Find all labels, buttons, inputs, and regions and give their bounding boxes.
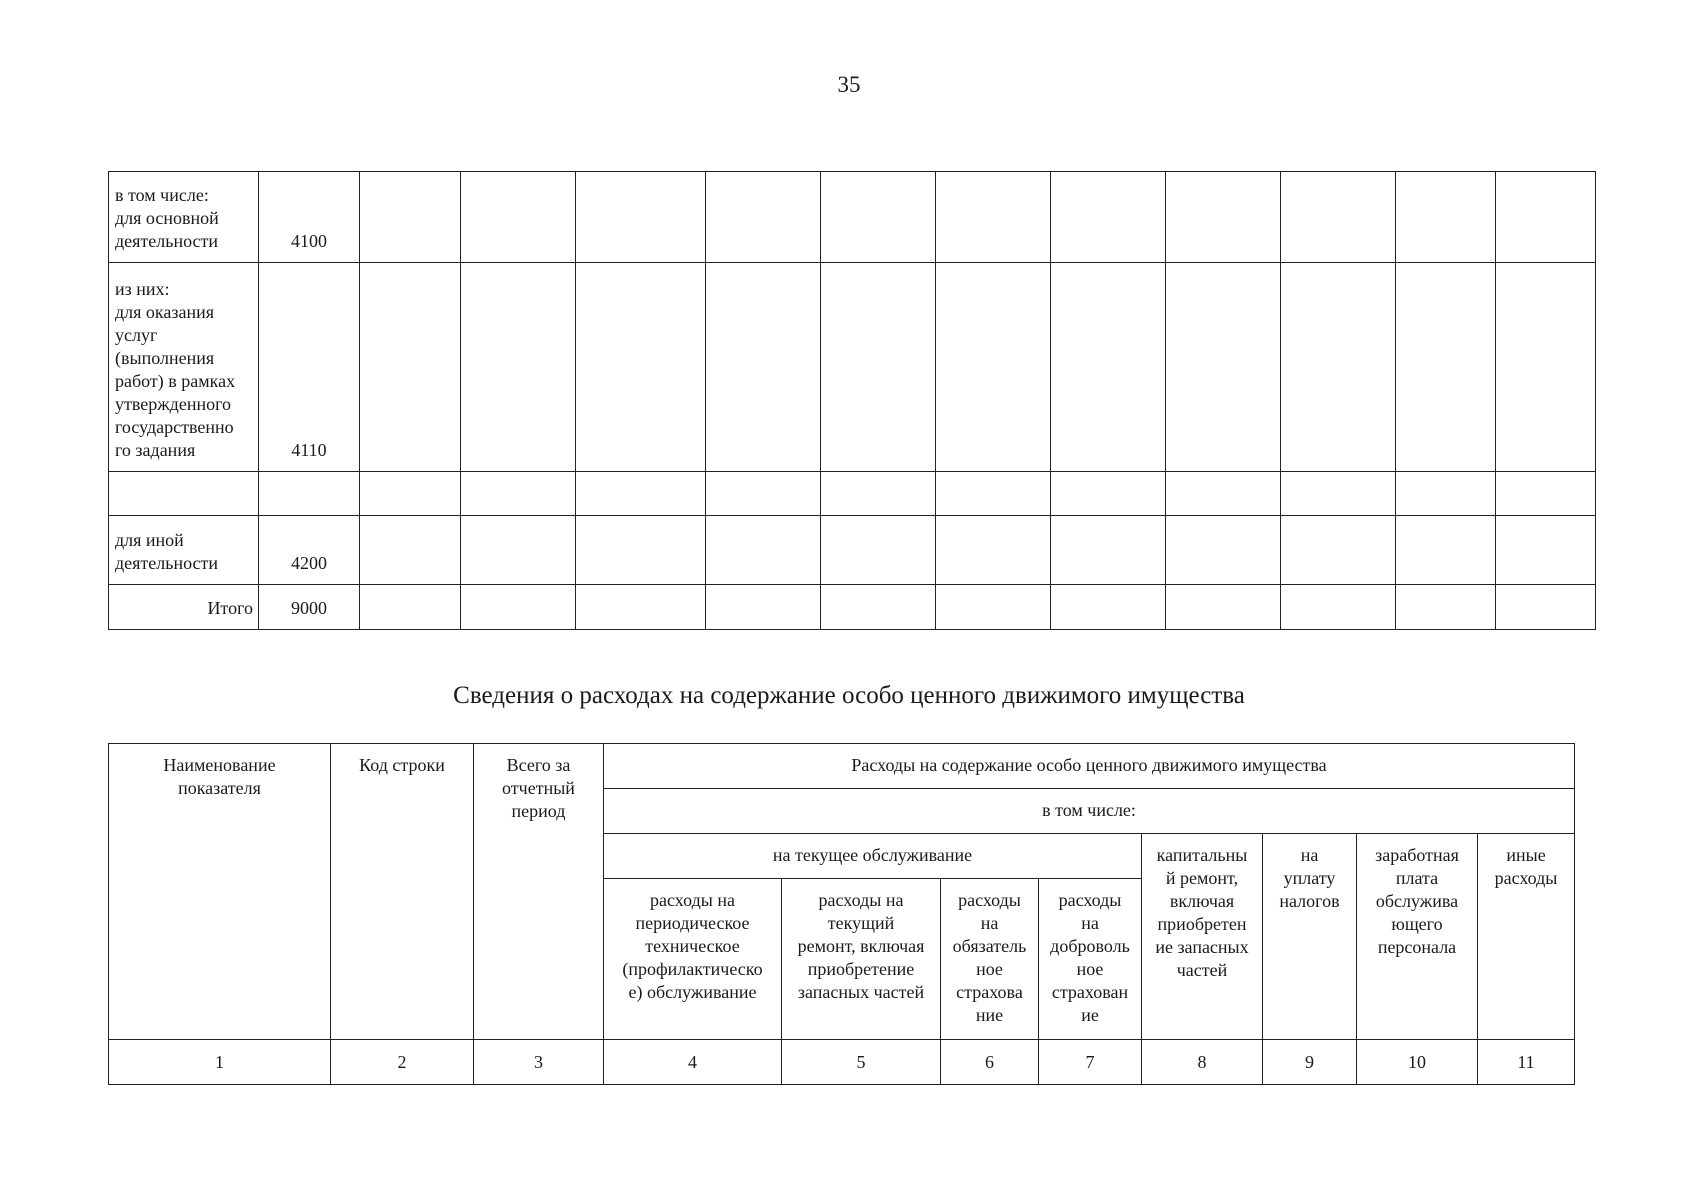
page-number: 35 bbox=[837, 72, 861, 97]
cell-text-line: для оказания bbox=[115, 302, 215, 322]
cell-text-line: Всего за bbox=[506, 755, 571, 775]
cell-text-line: го задания bbox=[115, 440, 196, 460]
cell-text-line: на bbox=[1081, 913, 1099, 933]
row-code-cell bbox=[259, 472, 360, 516]
cell-text-line: капитальны bbox=[1156, 845, 1248, 865]
cell-text-line: уплату bbox=[1283, 868, 1336, 888]
header-line-code bbox=[331, 744, 474, 1040]
header-salary bbox=[1357, 834, 1478, 1040]
cell-text-line: ие bbox=[1081, 1005, 1099, 1025]
header-indicator-name bbox=[109, 744, 331, 1040]
column-number: 8 bbox=[1142, 1040, 1263, 1085]
column-number: 3 bbox=[474, 1040, 604, 1085]
table-row bbox=[109, 172, 1596, 263]
column-number: 5 bbox=[782, 1040, 941, 1085]
cell-text-line: Расходы на содержание особо ценного движимого имущества bbox=[851, 755, 1327, 775]
cell-text-line: страхован bbox=[1051, 982, 1129, 1002]
cell-text-line: страхова bbox=[956, 982, 1023, 1002]
cell-text-line: Итого bbox=[207, 598, 253, 618]
header-mandatory-insurance bbox=[941, 879, 1039, 1040]
table-row bbox=[109, 263, 1596, 472]
row-code-cell: 4100 bbox=[259, 172, 360, 263]
cell-text-line: иные bbox=[1506, 845, 1546, 865]
cell-text-line: показателя bbox=[178, 778, 261, 798]
header-taxes bbox=[1263, 834, 1357, 1040]
cell-text-line: утвержденного bbox=[115, 394, 232, 414]
cell-text-line: приобретен bbox=[1157, 914, 1247, 934]
cell-text-line: приобретение bbox=[807, 959, 915, 979]
header-capital-repair bbox=[1142, 834, 1263, 1040]
cell-text-line: текущий bbox=[827, 913, 895, 933]
row-name-cell bbox=[109, 172, 259, 263]
column-number-row bbox=[109, 1040, 1575, 1085]
cell-text-line: из них: bbox=[115, 279, 170, 299]
cell-text-line: заработная bbox=[1375, 845, 1459, 865]
column-number: 2 bbox=[331, 1040, 474, 1085]
cell-text-line: Наименование bbox=[163, 755, 276, 775]
cell-text-line: ное bbox=[1076, 959, 1104, 979]
cell-text-line: е) обслуживание bbox=[628, 982, 757, 1002]
cell-text-line: й ремонт, bbox=[1165, 868, 1239, 888]
cell-text-line: расходы bbox=[1058, 890, 1122, 910]
cell-text-line: (профилактическо bbox=[622, 959, 763, 979]
header-voluntary-insurance bbox=[1039, 879, 1142, 1040]
cell-text-line: частей bbox=[1176, 960, 1228, 980]
row-code-cell: 9000 bbox=[259, 585, 360, 630]
cell-text-line: в том числе: bbox=[115, 185, 209, 205]
expenses-table bbox=[108, 743, 1575, 1085]
cell-text-line: услуг bbox=[115, 325, 158, 345]
cell-text-line: работ) в рамках bbox=[115, 371, 236, 391]
cell-text-line: расходы bbox=[1494, 868, 1558, 888]
column-number: 10 bbox=[1357, 1040, 1478, 1085]
header-expenses-group bbox=[604, 744, 1575, 789]
cell-text-line: Код строки bbox=[359, 755, 445, 775]
header-current-service bbox=[604, 834, 1142, 879]
cell-text-line: расходы bbox=[958, 890, 1021, 910]
cell-text-line: налогов bbox=[1279, 891, 1340, 911]
cell-text-line: в том числе: bbox=[1042, 800, 1136, 820]
row-name-cell bbox=[109, 585, 259, 630]
cell-text-line: запасных частей bbox=[797, 982, 925, 1002]
cell-text-line: ющего bbox=[1391, 914, 1443, 934]
cell-text-line: обслужива bbox=[1375, 891, 1459, 911]
cell-text-line: расходы на bbox=[650, 890, 735, 910]
cell-text-line: ние bbox=[975, 1005, 1004, 1025]
cell-text-line: доброволь bbox=[1050, 936, 1130, 956]
column-number: 4 bbox=[604, 1040, 782, 1085]
cell-text-line: для иной bbox=[115, 530, 184, 550]
row-name-cell bbox=[109, 263, 259, 472]
cell-text-line: периодическое bbox=[635, 913, 750, 933]
cell-text-line: государственно bbox=[115, 417, 234, 437]
cell-text-line: плата bbox=[1395, 868, 1439, 888]
cell-text-line: период bbox=[511, 801, 566, 821]
column-number: 9 bbox=[1263, 1040, 1357, 1085]
header-total bbox=[474, 744, 604, 1040]
header-current-repair bbox=[782, 879, 941, 1040]
cell-text-line: расходы на bbox=[818, 890, 904, 910]
cell-text-line: на bbox=[980, 913, 999, 933]
column-number: 11 bbox=[1478, 1040, 1575, 1085]
cell-text-line: (выполнения bbox=[115, 348, 215, 368]
table-row bbox=[109, 585, 1596, 630]
row-name-cell bbox=[109, 472, 259, 516]
header-including bbox=[604, 789, 1575, 834]
row-code-cell: 4110 bbox=[259, 263, 360, 472]
header-periodic-maintenance bbox=[604, 879, 782, 1040]
section-title: Сведения о расходах на содержание особо ценного движимого имущества bbox=[453, 682, 1245, 709]
cell-text-line: деятельности bbox=[115, 231, 219, 251]
column-number: 6 bbox=[941, 1040, 1039, 1085]
row-name-cell bbox=[109, 516, 259, 585]
cell-text-line: техническое bbox=[645, 936, 740, 956]
cell-text-line: персонала bbox=[1377, 937, 1457, 957]
cell-text-line: ное bbox=[976, 959, 1003, 979]
header-other bbox=[1478, 834, 1575, 1040]
cell-text-line: на текущее обслуживание bbox=[772, 845, 973, 865]
column-number: 7 bbox=[1039, 1040, 1142, 1085]
table-row bbox=[109, 472, 1596, 516]
continuation-table bbox=[108, 171, 1596, 630]
table-row bbox=[109, 516, 1596, 585]
cell-text-line: включая bbox=[1169, 891, 1235, 911]
cell-text-line: отчетный bbox=[502, 778, 575, 798]
cell-text-line: деятельности bbox=[115, 553, 219, 573]
cell-text-line: обязатель bbox=[952, 936, 1027, 956]
row-code-cell: 4200 bbox=[259, 516, 360, 585]
cell-text-line: ие запасных bbox=[1155, 937, 1249, 957]
column-number: 1 bbox=[109, 1040, 331, 1085]
cell-text-line: на bbox=[1300, 845, 1319, 865]
cell-text-line: для основной bbox=[115, 208, 219, 228]
cell-text-line: ремонт, включая bbox=[797, 936, 925, 956]
